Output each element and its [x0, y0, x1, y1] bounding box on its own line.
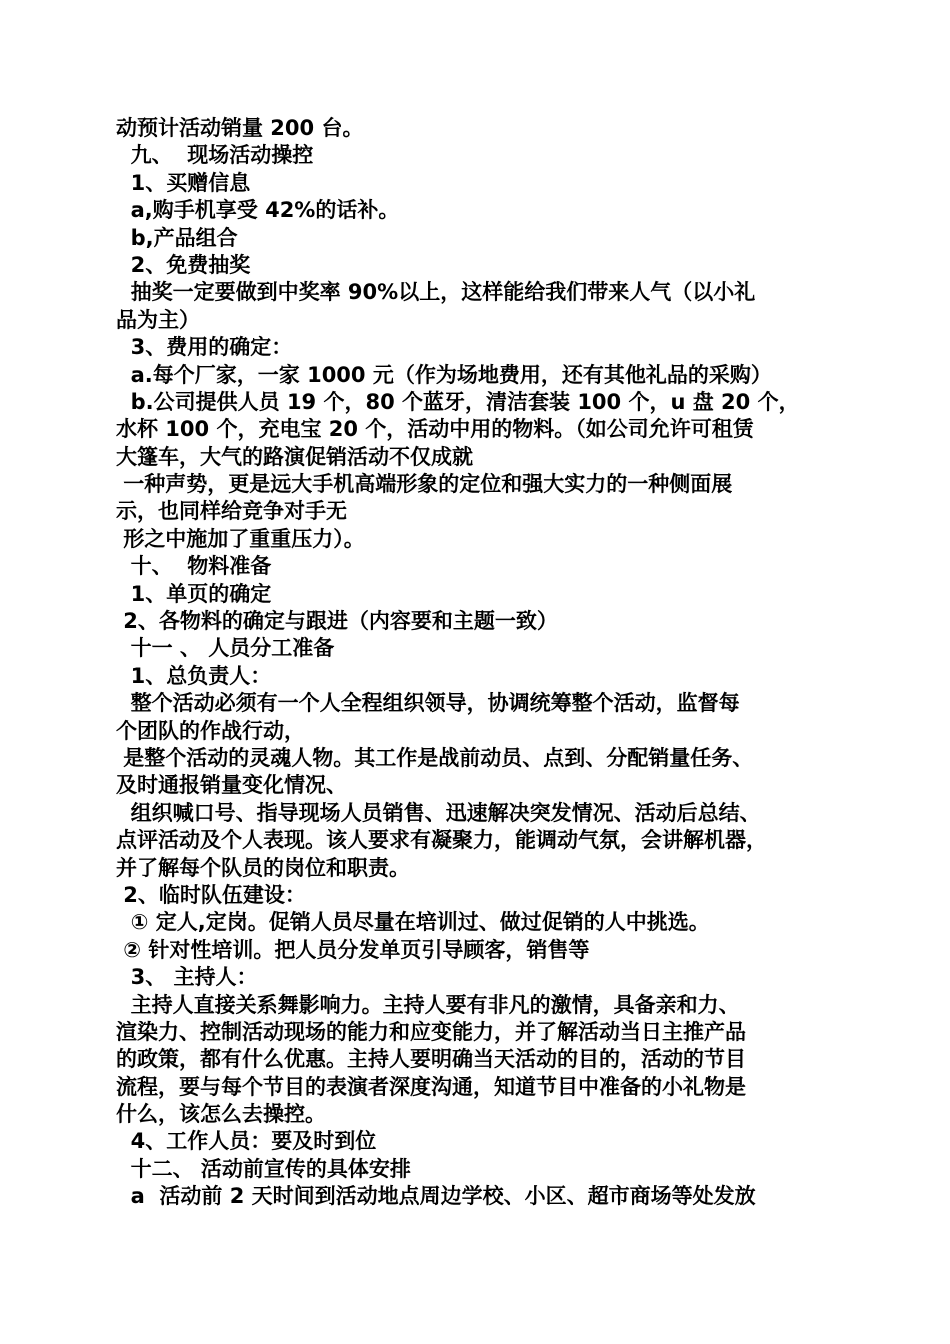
text-line: b.公司提供人员 19 个，80 个蓝牙，清洁套装 100 个，u 盘 20 个， — [116, 389, 800, 414]
text-line: 大篷车，大气的路演促销活动不仅成就 — [116, 444, 473, 469]
text-line: 4、工作人员：要及时到位 — [116, 1129, 377, 1154]
text-line: 流程，要与每个节目的表演者深度沟通，知道节目中准备的小礼物是 — [116, 1074, 746, 1099]
text-line: 一种声势，更是远大手机高端形象的定位和强大实力的一种侧面展 — [116, 472, 733, 497]
text-line: 组织喊口号、指导现场人员销售、迅速解决突发情况、活动后总结、 — [116, 800, 761, 825]
text-line: 个团队的作战行动， — [116, 718, 305, 743]
text-line: a.每个厂家，一家 1000 元（作为场地费用，还有其他礼品的采购） — [116, 362, 772, 387]
text-line: 水杯 100 个，充电宝 20 个，活动中用的物料。（如公司允许可租赁 — [116, 417, 754, 442]
text-line: 1、总负责人： — [116, 663, 272, 688]
text-line: 是整个活动的灵魂人物。其工作是战前动员、点到、分配销量任务、 — [116, 745, 754, 770]
text-line: 1、单页的确定 — [116, 581, 272, 606]
text-line: 2、各物料的确定与跟进（内容要和主题一致） — [116, 609, 558, 634]
text-line: 并了解每个队员的岗位和职责。 — [116, 855, 410, 880]
text-line: 3、费用的确定： — [116, 335, 293, 360]
text-line: a 活动前 2 天时间到活动地点周边学校、小区、超市商场等处发放 — [116, 1184, 756, 1209]
text-line: 2、临时队伍建设： — [116, 882, 306, 907]
text-line: 的政策，都有什么优惠。主持人要明确当天活动的目的，活动的节目 — [116, 1047, 746, 1072]
text-line: ② 针对性培训。把人员分发单页引导顾客，销售等 — [116, 937, 590, 962]
text-line: 主持人直接关系舞影响力。主持人要有非凡的激情，具备亲和力、 — [116, 992, 740, 1017]
text-line: 1、买赠信息 — [116, 170, 251, 195]
text-line: 抽奖一定要做到中奖率 90%以上，这样能给我们带来人气（以小礼 — [116, 280, 756, 305]
section-heading-12: 十二、 活动前宣传的具体安排 — [116, 1156, 411, 1181]
text-line: b,产品组合 — [116, 225, 238, 250]
text-line: 示，也同样给竞争对手无 — [116, 499, 347, 524]
text-line: 整个活动必须有一个人全程组织领导，协调统筹整个活动，监督每 — [116, 691, 740, 716]
text-line: 及时通报销量变化情况、 — [116, 773, 347, 798]
text-line: 动预计活动销量 200 台。 — [116, 116, 364, 140]
section-heading-10: 十、 物料准备 — [116, 554, 272, 579]
text-line: 3、 主持人： — [116, 965, 258, 990]
text-line: 2、免费抽奖 — [116, 252, 251, 277]
text-line: 形之中施加了重重压力）。 — [116, 526, 365, 551]
text-line: a,购手机享受 42%的话补。 — [116, 198, 400, 223]
text-line: 点评活动及个人表现。该人要求有凝聚力，能调动气氛，会讲解机器， — [116, 828, 767, 853]
section-heading-11: 十一 、 人员分工准备 — [116, 636, 335, 661]
text-line: 什么，该怎么去操控。 — [116, 1102, 326, 1127]
text-line: 渲染力、控制活动现场的能力和应变能力，并了解活动当日主推产品 — [116, 1019, 746, 1044]
text-line: ① 定人,定岗。促销人员尽量在培训过、做过促销的人中挑选。 — [116, 910, 710, 935]
text-line: 品为主） — [116, 307, 200, 332]
document-body — [116, 115, 844, 1211]
section-heading-9: 九、 现场活动操控 — [116, 143, 314, 168]
